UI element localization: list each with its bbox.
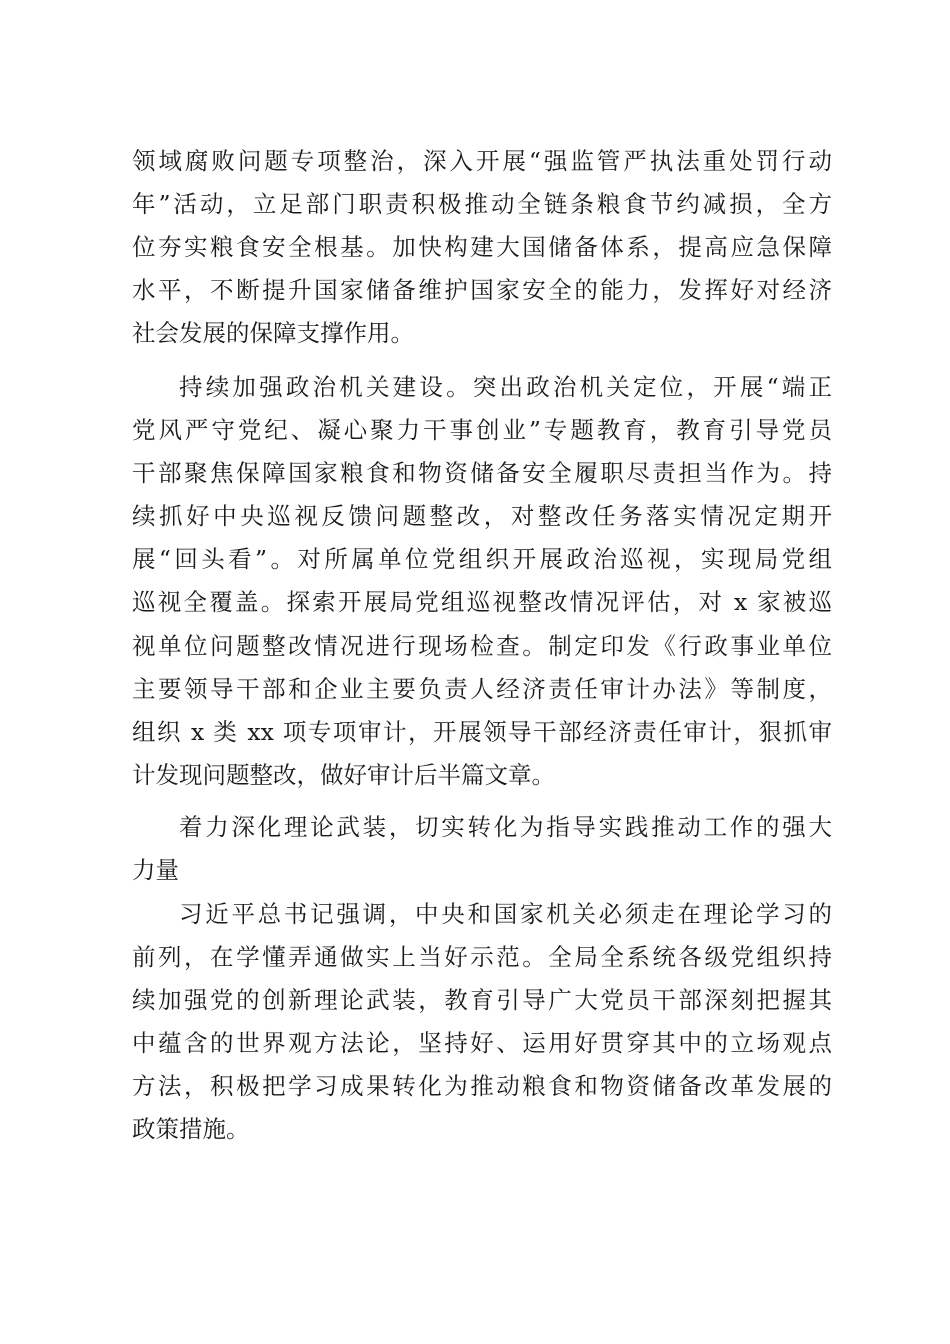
text-line: 续抓好中央巡视反馈问题整改，对整改任务落实情况定期开 [132,502,832,531]
text-line: 巡视全覆盖。探索开展局党组巡视整改情况评估，对 x 家被巡 [132,588,832,617]
paragraph-continuation-food-security [132,140,832,355]
text-line: 展“回头看”。对所属单位党组织开展政治巡视，实现局党组 [132,545,832,574]
paragraph-theory-study [132,893,832,1152]
text-line: 领域腐败问题专项整治，深入开展“强监管严执法重处罚行动 [132,147,832,175]
text-line: 着力深化理论武装，切实转化为指导实践推动工作的强大 [179,813,832,841]
text-line: 组织 x 类 xx 项专项审计，开展领导干部经济责任审计，狠抓审 [132,717,832,746]
text-line: 持续加强政治机关建设。突出政治机关定位，开展“端正 [179,373,832,401]
text-line: 续加强党的创新理论武装，教育引导广大党员干部深刻把握其 [132,986,832,1015]
text-line: 年”活动，立足部门职责积极推动全链条粮食节约减损，全方 [132,190,832,219]
section-heading-theory-armament [132,806,832,892]
text-line: 计发现问题整改，做好审计后半篇文章。 [132,760,555,789]
text-line: 干部聚焦保障国家粮食和物资储备安全履职尽责担当作为。持 [132,459,832,488]
paragraph-political-organ-building [132,366,832,797]
text-line: 社会发展的保障支撑作用。 [132,319,414,348]
text-line: 前列，在学懂弄通做实上当好示范。全局全系统各级党组织持 [132,943,832,972]
text-line: 中蕴含的世界观方法论，坚持好、运用好贯穿其中的立场观点 [132,1029,832,1058]
text-line: 方法，积极把学习成果转化为推动粮食和物资储备改革发展的 [132,1072,832,1101]
text-line: 力量 [132,856,179,885]
text-line: 主要领导干部和企业主要负责人经济责任审计办法》等制度， [132,674,832,703]
text-line: 位夯实粮食安全根基。加快构建大国储备体系，提高应急保障 [132,233,832,262]
text-line: 习近平总书记强调，中央和国家机关必须走在理论学习的 [179,900,832,928]
text-line: 党风严守党纪、凝心聚力干事创业”专题教育，教育引导党员 [132,416,832,445]
text-line: 政策措施。 [132,1115,250,1144]
text-line: 视单位问题整改情况进行现场检查。制定印发《行政事业单位 [132,631,832,660]
text-line: 水平，不断提升国家储备维护国家安全的能力，发挥好对经济 [132,276,832,305]
